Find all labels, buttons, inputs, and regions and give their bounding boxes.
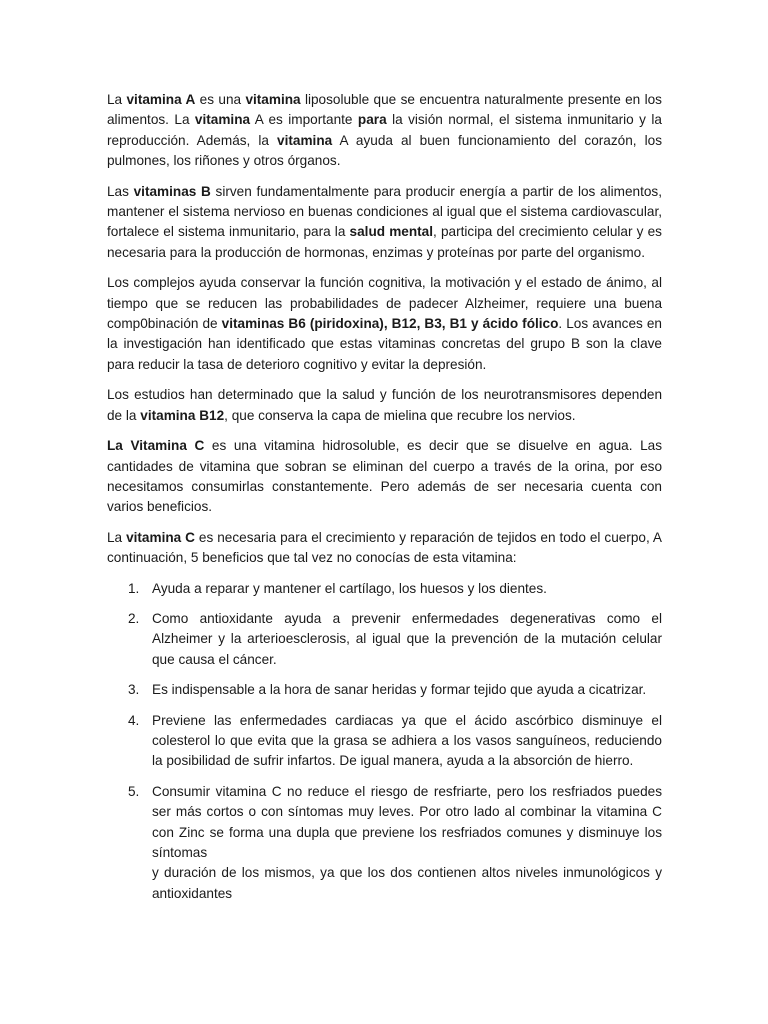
bold-text: salud mental [349,224,434,240]
list-item-text: Consumir vitamina C no reduce el riesgo de resfriarte, pero los resfriados puedes ser más cortos o con síntomas muy leves. Por otro lado al combinar la vitamina C con Zinc se forma una dupla que previene los resfriados comunes y disminuye los síntomas [152,783,662,860]
text-segment: A es importante [250,112,358,128]
bold-text: vitaminas B6 (piridoxina), B12, B3, B1 y ácido fólico [221,316,559,332]
text-segment: es necesaria para el crecimiento y reparación de tejidos en todo el cuerpo, A continuación, 5 beneficios que tal vez no conocías de esta vitamina: [107,529,662,566]
bold-text: vitamina A [126,92,196,107]
paragraph-vitamina-a [107,90,662,172]
text-segment: La [107,92,127,107]
text-segment: , participa del crecimiento celular y es necesaria para la producción de hormonas, enzimas y proteínas por parte del organismo. [107,224,662,260]
paragraph-vitamina-c-intro [107,436,662,518]
list-item [128,680,662,700]
text-segment: . Los avances en la investigación han identificado que estas vitaminas concretas del grupo B son la clave para reducir la tasa de deterioro cognitivo y evitar la depresión. [107,316,662,372]
text-segment: , que conserva la capa de mielina que recubre los nervios. [224,407,576,423]
text-segment: la visión normal, el sistema inmunitario y la reproducción. Además, la [107,112,662,148]
text-segment: sirven fundamentalmente para producir energía a partir de los alimentos, mantener el sistema nervioso en buenas condiciones al igual que el sistema cardiovascular, fortalece el sistema inmunitario, para la [107,183,662,240]
bold-text: para [357,112,387,128]
list-item [128,609,662,670]
text-segment: Los complejos ayuda conservar la función cognitiva, la motivación y el estado de ánimo, al tiempo que se reducen las probabilidades de padecer Alzheimer, requiere una buena comp0binación de [107,275,662,332]
list-number: 5. [128,783,140,799]
list-number: 3. [128,682,140,698]
list-number: 1. [128,580,140,596]
text-segment: La [107,529,127,545]
text-segment: es una vitamina hidrosoluble, es decir que se disuelve en agua. Las cantidades de vitamina que sobran se eliminan del cuerpo a través de la orina, por eso necesitamos consumirlas constantemente. Pero además de ser necesaria cuenta con varios beneficios. [107,438,662,515]
list-item [128,782,662,904]
paragraph-vitaminas-b [107,182,662,264]
bold-text: vitaminas B [133,183,211,199]
bold-text: vitamina [277,132,333,148]
paragraph-estudios [107,385,662,426]
list-item-text: Es indispensable a la hora de sanar heridas y formar tejido que ayuda a cicatrizar. [152,682,647,698]
benefits-list [107,579,662,905]
document-body [107,90,662,569]
text-segment: Las [107,183,134,199]
text-segment: A ayuda al buen funcionamiento del corazón, los pulmones, los riñones y otros órganos. [107,132,663,169]
bold-text: vitamina C [126,529,195,545]
text-segment: liposoluble que se encuentra naturalmente presente en los alimentos. La [107,92,662,128]
list-item-text-continued: y duración de los mismos, ya que los dos contienen altos niveles inmunológicos y antioxidantes [152,865,662,901]
list-item [128,579,662,599]
bold-text: vitamina [194,112,251,128]
paragraph-complejos [107,273,662,375]
bold-text: La Vitamina C [107,438,205,454]
list-item-text: Previene las enfermedades cardiacas ya que el ácido ascórbico disminuye el colesterol lo que evita que la grasa se adhiera a los vasos sanguíneos, reduciendo la posibilidad de sufrir infartos. De igual manera, ayuda a la absorción de hierro. [152,712,662,769]
list-number: 2. [128,610,140,626]
text-segment: es una [195,92,246,107]
list-number: 4. [128,712,140,728]
text-segment: Los estudios han determinado que la salud y función de los neurotransmisores dependen de la [107,387,662,423]
bold-text: vitamina B12 [140,407,225,423]
bold-text: vitamina [245,92,301,107]
list-item-text: Como antioxidante ayuda a prevenir enfermedades degenerativas como el Alzheimer y la arterioesclerosis, al igual que la prevención de la mutación celular que causa el cáncer. [152,610,662,667]
list-item-text: Ayuda a reparar y mantener el cartílago, los huesos y los dientes. [152,580,547,596]
list-item [128,711,662,772]
paragraph-vitamina-c-beneficios [107,528,662,569]
